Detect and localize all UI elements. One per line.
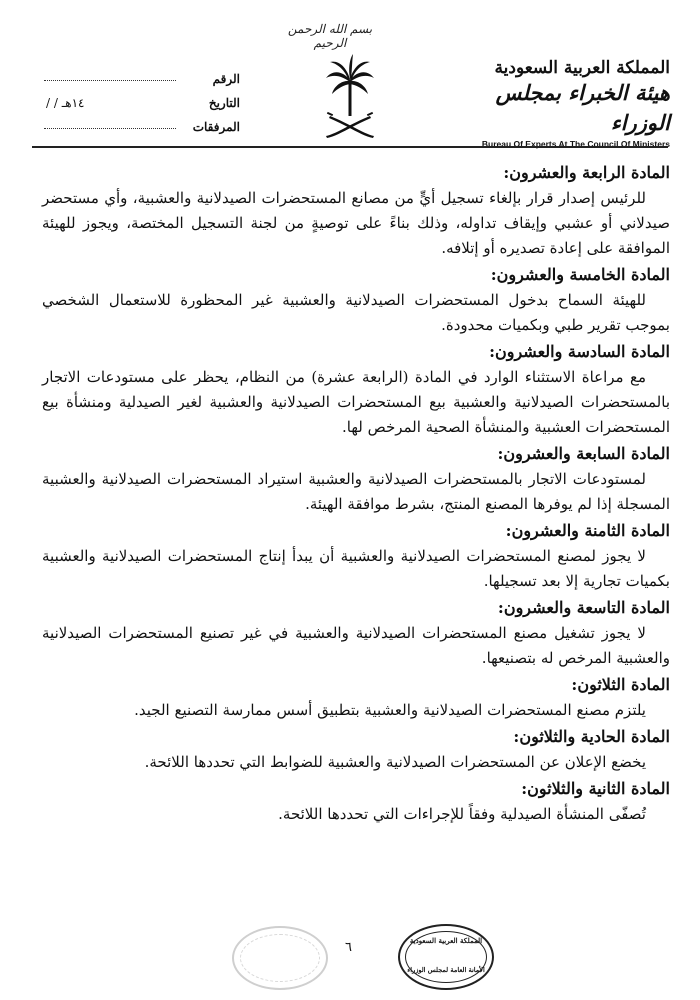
- attachments-row: [40, 110, 240, 134]
- article-text: للهيئة السماح بدخول المستحضرات الصيدلانية والعشبية غير المحظورة للاستعمال الشخصي بموجب تقرير طبي وبكميات محدودة.: [42, 291, 670, 334]
- article-heading: المادة السادسة والعشرون:: [489, 342, 670, 361]
- date-row: [40, 86, 240, 110]
- attachments-label: المرفقات: [192, 120, 240, 134]
- seal-text-top: المملكة العربية السعودية: [409, 936, 483, 945]
- article-heading: المادة التاسعة والعشرون:: [497, 598, 670, 617]
- number-row: [40, 62, 240, 86]
- number-label: الرقم: [212, 72, 240, 86]
- palm-and-swords-emblem-icon: [320, 50, 380, 140]
- article-29: [42, 595, 670, 671]
- article-25: [42, 262, 670, 338]
- bureau-name-arabic: هيئة الخبراء بمجلس الوزراء: [495, 80, 670, 135]
- article-text: لمستودعات الاتجار بالمستحضرات الصيدلانية والعشبية استيراد المستحضرات الصيدلانية والعشبية المسجلة إذا لم يوفرها المصنع المنتج، بشرط موافقة الهيئة.: [42, 470, 670, 513]
- article-24: [42, 160, 670, 261]
- article-28: [42, 518, 670, 594]
- letterhead: [0, 0, 700, 150]
- kingdom-name: المملكة العربية السعودية: [494, 58, 670, 78]
- official-seal-icon: [398, 924, 494, 990]
- document-body: [42, 160, 670, 828]
- date-label: التاريخ: [208, 96, 240, 110]
- page-number: ٦: [345, 940, 352, 955]
- article-26: [42, 339, 670, 440]
- faint-stamp-icon: [232, 926, 328, 990]
- seal-text-bottom: الأمانة العامة لمجلس الوزراء: [407, 966, 485, 974]
- article-heading: المادة الثلاثون:: [571, 675, 670, 694]
- article-text: لا يجوز تشغيل مصنع المستحضرات الصيدلانية والعشبية في غير تصنيع المستحضرات الصيدلانية والعشبية المرخص له بتصنيعها.: [42, 624, 670, 667]
- article-text: يلتزم مصنع المستحضرات الصيدلانية والعشبية بتطبيق أسس ممارسة التصنيع الجيد.: [134, 701, 646, 719]
- article-text: مع مراعاة الاستثناء الوارد في المادة (الرابعة عشرة) من النظام، يحظر على مستودعات الاتجار بالمستحضرات الصيدلانية والعشبية بيع المستحضرات الصيدلانية والعشبية لغير الصيدلية ومنشأة بيع المستحضرات العشبية والمنشأة الصحية المرخص لها.: [42, 368, 670, 436]
- article-heading: المادة الثانية والثلاثون:: [521, 779, 670, 798]
- article-27: [42, 441, 670, 517]
- number-blank-line: [44, 79, 176, 81]
- reference-fields: [40, 62, 240, 134]
- basmala: بسم الله الرحمن الرحيم: [287, 22, 373, 50]
- bureau-name-english: Bureau Of Experts At The Council Of Ministers: [481, 139, 670, 149]
- bureau-brand: [455, 58, 670, 149]
- article-heading: المادة الحادية والثلاثون:: [513, 727, 670, 746]
- article-text: لا يجوز لمصنع المستحضرات الصيدلانية والعشبية أن يبدأ إنتاج المستحضرات الصيدلانية والعشبية بكميات تجارية إلا بعد تسجيلها.: [42, 547, 670, 590]
- article-text: للرئيس إصدار قرار بإلغاء تسجيل أيٍّ من مصانع المستحضرات الصيدلانية والعشبية، وأي مستحضر صيدلاني أو عشبي وإيقاف تداوله، وذلك بناءً على توصيةٍ من لجنة التسجيل المختصة، ويجوز للهيئة الموافقة على إعادة تصديره أو إتلافه.: [42, 189, 670, 257]
- header-divider: [32, 146, 668, 148]
- article-heading: المادة السابعة والعشرون:: [497, 444, 670, 463]
- date-value: / / ١٤هـ: [46, 96, 85, 110]
- article-text: تُصفّى المنشأة الصيدلية وفقاً للإجراءات التي تحددها اللائحة.: [278, 805, 646, 823]
- article-heading: المادة الخامسة والعشرون:: [490, 265, 670, 284]
- page-footer: [0, 920, 700, 1000]
- article-heading: المادة الثامنة والعشرون:: [505, 521, 670, 540]
- attachments-blank-line: [44, 127, 176, 129]
- article-text: يخضع الإعلان عن المستحضرات الصيدلانية والعشبية للضوابط التي تحددها اللائحة.: [144, 753, 646, 771]
- article-31: [42, 724, 670, 775]
- article-heading: المادة الرابعة والعشرون:: [503, 163, 670, 182]
- article-32: [42, 776, 670, 827]
- article-30: [42, 672, 670, 723]
